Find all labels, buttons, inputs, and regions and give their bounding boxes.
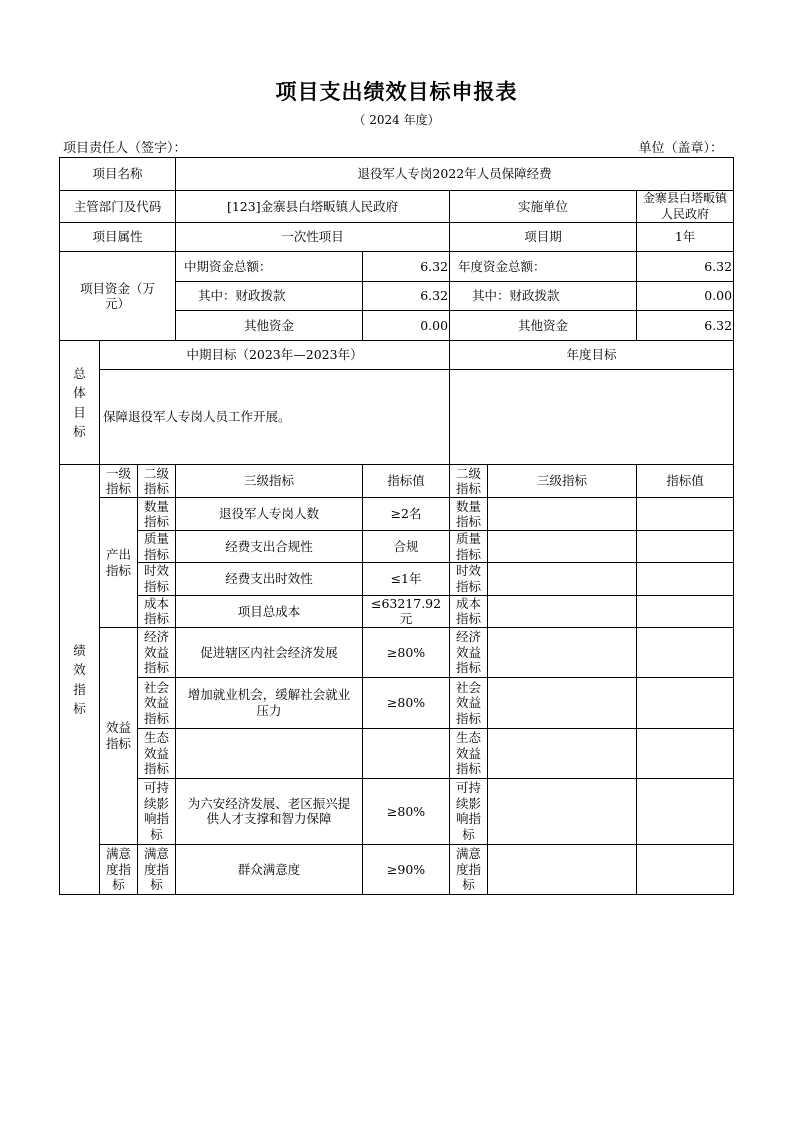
impl-unit-value: 金寨县白塔畈镇人民政府 bbox=[637, 191, 734, 223]
year-level2-header: 二级指标 bbox=[450, 465, 488, 498]
mid-goal-text: 保障退役军人专岗人员工作开展。 bbox=[100, 370, 450, 465]
indicator-level2: 时效指标 bbox=[138, 563, 176, 595]
year-indicator-value bbox=[637, 595, 734, 627]
indicator-value: 合规 bbox=[363, 531, 450, 563]
level3-header: 三级指标 bbox=[176, 465, 363, 498]
year-indicator-level3 bbox=[488, 531, 637, 563]
project-attr-label: 项目属性 bbox=[60, 223, 176, 252]
indicator-level3: 促进辖区内社会经济发展 bbox=[176, 627, 363, 677]
year-indicator-level2: 成本指标 bbox=[450, 595, 488, 627]
value-header: 指标值 bbox=[363, 465, 450, 498]
indicator-value: ≥2名 bbox=[363, 498, 450, 531]
indicators-label: 绩效指标 bbox=[60, 465, 100, 895]
year-goal-header: 年度目标 bbox=[450, 341, 734, 370]
year-indicator-value bbox=[637, 627, 734, 677]
output-indicator-label: 产出指标 bbox=[100, 498, 138, 628]
project-name-value: 退役军人专岗2022年人员保障经费 bbox=[176, 158, 734, 191]
indicator-value: ≥90% bbox=[363, 844, 450, 894]
dept-value: [123]金寨县白塔畈镇人民政府 bbox=[176, 191, 450, 223]
indicator-level3: 群众满意度 bbox=[176, 844, 363, 894]
indicator-level2: 质量指标 bbox=[138, 531, 176, 563]
year-indicator-level2: 时效指标 bbox=[450, 563, 488, 595]
year-other-label: 其他资金 bbox=[450, 311, 637, 341]
level2-header: 二级指标 bbox=[138, 465, 176, 498]
year-indicator-value bbox=[637, 844, 734, 894]
level1-header: 一级指标 bbox=[100, 465, 138, 498]
indicator-level3 bbox=[176, 728, 363, 778]
indicator-value bbox=[363, 728, 450, 778]
overall-goal-label: 总体目标 bbox=[60, 341, 100, 465]
mid-total-label: 中期资金总额： bbox=[176, 252, 363, 282]
year-level3-header: 三级指标 bbox=[488, 465, 637, 498]
year-total-value: 6.32 bbox=[637, 252, 734, 282]
year-indicator-level2: 数量指标 bbox=[450, 498, 488, 531]
indicator-level2: 可持续影响指标 bbox=[138, 778, 176, 844]
year-indicator-level2: 社会效益指标 bbox=[450, 677, 488, 728]
year-other-value: 6.32 bbox=[637, 311, 734, 341]
indicator-value: ≥80% bbox=[363, 778, 450, 844]
project-period-value: 1年 bbox=[637, 223, 734, 252]
year-indicator-level2: 质量指标 bbox=[450, 531, 488, 563]
year-indicator-level3 bbox=[488, 778, 637, 844]
indicator-value: ≥80% bbox=[363, 627, 450, 677]
project-name-label: 项目名称 bbox=[60, 158, 176, 191]
unit-seal-label: 单位（盖章）： bbox=[638, 141, 723, 156]
year-value-header: 指标值 bbox=[637, 465, 734, 498]
mid-goal-header: 中期目标（2023年—2023年） bbox=[100, 341, 450, 370]
year-indicator-level3 bbox=[488, 595, 637, 627]
mid-other-label: 其他资金 bbox=[176, 311, 363, 341]
year-indicator-value bbox=[637, 563, 734, 595]
performance-target-table bbox=[59, 157, 734, 895]
year-fiscal-label: 其中：财政拨款 bbox=[450, 282, 637, 311]
mid-other-value: 0.00 bbox=[363, 311, 450, 341]
indicator-level3: 退役军人专岗人数 bbox=[176, 498, 363, 531]
year-indicator-level2: 生态效益指标 bbox=[450, 728, 488, 778]
year-indicator-level3 bbox=[488, 627, 637, 677]
indicator-level2: 满意度指标 bbox=[138, 844, 176, 894]
year-indicator-value bbox=[637, 778, 734, 844]
year-line: （ 2024 年度） bbox=[353, 113, 440, 127]
year-indicator-level2: 经济效益指标 bbox=[450, 627, 488, 677]
project-attr-value: 一次性项目 bbox=[176, 223, 450, 252]
year-indicator-value bbox=[637, 677, 734, 728]
mid-total-value: 6.32 bbox=[363, 252, 450, 282]
indicator-level3: 经费支出时效性 bbox=[176, 563, 363, 595]
dept-label: 主管部门及代码 bbox=[60, 191, 176, 223]
year-indicator-level3 bbox=[488, 563, 637, 595]
indicator-value: ≤1年 bbox=[363, 563, 450, 595]
indicator-value: ≤63217.92元 bbox=[363, 595, 450, 627]
indicator-value: ≥80% bbox=[363, 677, 450, 728]
year-indicator-value bbox=[637, 498, 734, 531]
year-indicator-level2: 可持续影响指标 bbox=[450, 778, 488, 844]
mid-fiscal-value: 6.32 bbox=[363, 282, 450, 311]
form-title: 项目支出绩效目标申报表 bbox=[275, 80, 518, 104]
funds-label: 项目资金（万元） bbox=[60, 252, 176, 341]
year-indicator-level2: 满意度指标 bbox=[450, 844, 488, 894]
project-period-label: 项目期 bbox=[450, 223, 637, 252]
indicator-level2: 成本指标 bbox=[138, 595, 176, 627]
indicator-level2: 社会效益指标 bbox=[138, 677, 176, 728]
indicator-level3: 增加就业机会，缓解社会就业压力 bbox=[176, 677, 363, 728]
year-total-label: 年度资金总额： bbox=[450, 252, 637, 282]
year-indicator-value bbox=[637, 728, 734, 778]
benefit-indicator-label: 效益指标 bbox=[100, 627, 138, 844]
year-goal-text bbox=[450, 370, 734, 465]
indicator-level3: 为六安经济发展、老区振兴提供人才支撑和智力保障 bbox=[176, 778, 363, 844]
indicator-level2: 数量指标 bbox=[138, 498, 176, 531]
year-indicator-level3 bbox=[488, 498, 637, 531]
year-fiscal-value: 0.00 bbox=[637, 282, 734, 311]
year-indicator-level3 bbox=[488, 844, 637, 894]
indicator-level2: 生态效益指标 bbox=[138, 728, 176, 778]
mid-fiscal-label: 其中：财政拨款 bbox=[176, 282, 363, 311]
impl-unit-label: 实施单位 bbox=[450, 191, 637, 223]
indicator-level3: 经费支出合规性 bbox=[176, 531, 363, 563]
responsible-signature-label: 项目责任人（签字）： bbox=[63, 141, 187, 156]
year-indicator-level3 bbox=[488, 728, 637, 778]
indicator-level3: 项目总成本 bbox=[176, 595, 363, 627]
year-indicator-level3 bbox=[488, 677, 637, 728]
year-indicator-value bbox=[637, 531, 734, 563]
satisfaction-indicator-label: 满意度指标 bbox=[100, 844, 138, 894]
indicator-level2: 经济效益指标 bbox=[138, 627, 176, 677]
